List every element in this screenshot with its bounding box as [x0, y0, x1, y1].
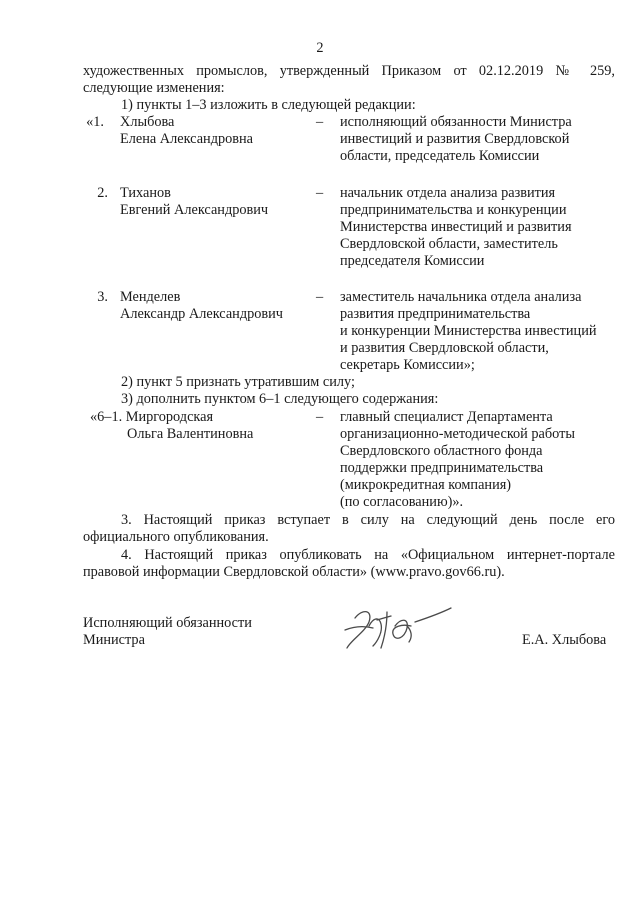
paragraph-3-line-1: 3. Настоящий приказ вступает в силу на следующий день после его: [121, 512, 615, 528]
member-surname: Менделев: [120, 289, 181, 305]
member-dash: –: [316, 114, 324, 130]
member-role-line: заместитель начальника отдела анализа: [340, 289, 582, 305]
member-role-line: развития предпринимательства: [340, 306, 531, 322]
paragraph-4-line-2: правовой информации Свердловской области» (www.pravo.gov66.ru).: [83, 564, 505, 580]
signatory-title-line-2: Министра: [83, 632, 145, 648]
intro-line-2: следующие изменения:: [83, 80, 225, 96]
member-role-line: секретарь Комиссии»;: [340, 357, 475, 373]
member-role-line: председателя Комиссии: [340, 253, 485, 269]
member-role-line: и конкуренции Министерства инвестиций: [340, 323, 597, 339]
intro-line-1: художественных промыслов, утвержденный Приказом от 02.12.2019 № 259,: [83, 63, 615, 79]
page-number: 2: [316, 40, 324, 56]
member-dash: –: [316, 289, 324, 305]
member-dash: –: [316, 409, 324, 425]
member-role-line: (микрокредитная компания): [340, 477, 512, 493]
member-number: 2.: [97, 185, 108, 201]
handwritten-signature: [343, 596, 453, 654]
member-role-line: поддержки предпринимательства: [340, 460, 544, 476]
paragraph-3-line-2: официального опубликования.: [83, 529, 269, 545]
paragraph-4-line-1: 4. Настоящий приказ опубликовать на «Официальном интернет-портале: [121, 547, 615, 563]
member-number: 3.: [97, 289, 108, 305]
member-role-line: Свердловского областного фонда: [340, 443, 543, 459]
amendment-item-1: 1) пункты 1–3 изложить в следующей редакции:: [121, 97, 416, 113]
member-surname: Тиханов: [120, 185, 171, 201]
signatory-name: Е.А. Хлыбова: [522, 632, 607, 648]
member-number: «1.: [86, 114, 104, 130]
member-dash: –: [316, 185, 324, 201]
member-role-line: предпринимательства и конкуренции: [340, 202, 567, 218]
member-role-line: исполняющий обязанности Министра: [340, 114, 572, 130]
member-given-name: Александр Александрович: [120, 306, 283, 322]
member-role-line: области, председатель Комиссии: [340, 148, 540, 164]
member-role-line: (по согласованию)».: [340, 494, 464, 510]
member-surname: Хлыбова: [120, 114, 175, 130]
amendment-item-3: 3) дополнить пунктом 6–1 следующего содержания:: [121, 391, 439, 407]
signatory-title-line-1: Исполняющий обязанности: [83, 615, 252, 631]
member-role-line: начальник отдела анализа развития: [340, 185, 556, 201]
member-given-name: Евгений Александрович: [120, 202, 269, 218]
amendment-item-2: 2) пункт 5 признать утратившим силу;: [121, 374, 355, 390]
signature-scribble: [343, 596, 453, 654]
member-given-name: Ольга Валентиновна: [127, 426, 254, 442]
member-role-line: Свердловской области, заместитель: [340, 236, 558, 252]
member-number-surname: «6–1. Миргородская: [90, 409, 214, 425]
member-role-line: главный специалист Департамента: [340, 409, 553, 425]
member-given-name: Елена Александровна: [120, 131, 254, 147]
member-role-line: Министерства инвестиций и развития: [340, 219, 572, 235]
member-role-line: инвестиций и развития Свердловской: [340, 131, 570, 147]
member-role-line: и развития Свердловской области,: [340, 340, 549, 356]
member-role-line: организационно-методической работы: [340, 426, 575, 442]
